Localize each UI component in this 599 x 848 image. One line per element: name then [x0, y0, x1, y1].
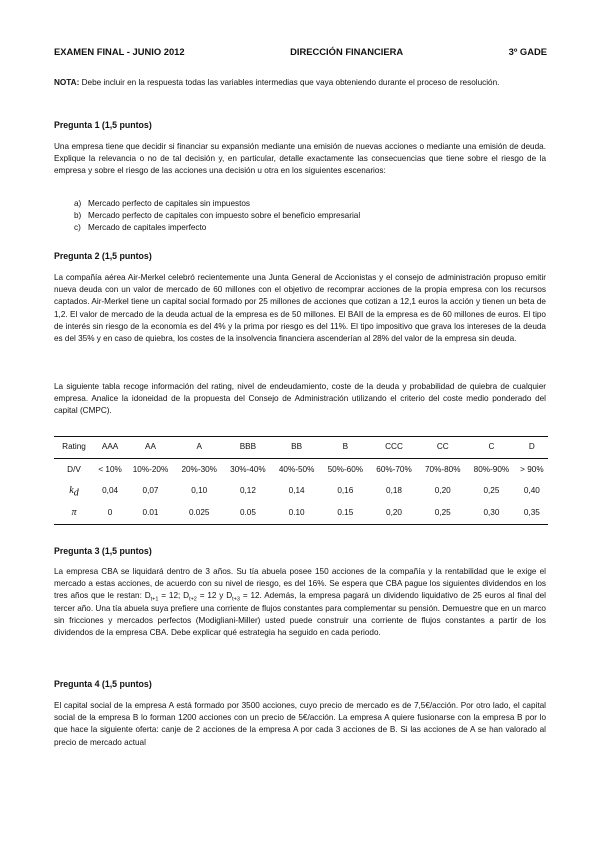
question-2-paragraph-2: La siguiente tabla recoge información del rating, nivel de endeudamiento, coste de la deuda y probabilidad de quiebra de cualquier empresa. Analice la idoneidad de la propuesta del Consejo de Administración utilizando el criterio del coste medio ponderado del capital (CMPC). [54, 382, 546, 416]
option-text: Mercado perfecto de capitales sin impuestos [88, 199, 251, 208]
dv-cell: 70%-80% [424, 464, 461, 474]
header-course-title: DIRECCIÓN FINANCIERA [290, 46, 404, 57]
rating-cell: B [321, 437, 370, 459]
option-item [71, 198, 541, 210]
kd-cell: 0,07 [142, 486, 159, 496]
dv-cell: 50%-60% [327, 464, 364, 474]
note-text: Debe incluir en la respuesta todas las variables intermedias que vaya obteniendo durante el proceso de resolución. [79, 78, 500, 87]
kd-cell: 0,14 [288, 486, 305, 496]
header-exam-title: EXAMEN FINAL - JUNIO 2012 [54, 46, 185, 57]
rating-table [54, 436, 548, 525]
option-item [71, 222, 541, 234]
kd-cell: 0,40 [523, 486, 540, 496]
pi-row [54, 503, 548, 525]
kd-cell: 0,25 [483, 486, 500, 496]
page-header [54, 46, 547, 58]
kd-cell: 0,10 [191, 486, 208, 496]
header-grade: 3º GADE [508, 46, 547, 57]
option-text: Mercado perfecto de capitales con impuesto sobre el beneficio empresarial [88, 211, 361, 221]
kd-row [54, 481, 548, 503]
pi-cell: 0.025 [175, 503, 224, 525]
rating-cell: D [516, 437, 548, 459]
option-text: Mercado de capitales imperfecto [88, 223, 207, 233]
pi-cell: 0.05 [224, 503, 273, 525]
rating-cell: AA [126, 437, 175, 459]
pi-cell: 0,35 [516, 503, 548, 525]
pi-cell: 0.01 [126, 503, 175, 525]
option-letter: a) [74, 199, 82, 208]
question-3-title: Pregunta 3 (1,5 puntos) [54, 546, 152, 556]
rating-cell: BBB [224, 437, 273, 459]
kd-label: $k_d$ [69, 485, 79, 500]
rating-cell: AAA [94, 437, 126, 459]
question-2-title: Pregunta 2 (1,5 puntos) [54, 251, 152, 261]
rating-cell: C [467, 437, 516, 459]
kd-cell: 0,16 [337, 486, 354, 496]
rating-cell: BB [272, 437, 321, 459]
pi-cell: 0 [94, 503, 126, 525]
question-4-title: Pregunta 4 (1,5 puntos) [54, 679, 152, 689]
option-item [71, 210, 541, 222]
dv-cell: 30%-40% [230, 464, 266, 474]
pi-cell: 0.10 [272, 503, 321, 525]
kd-cell: 0,12 [239, 486, 256, 496]
question-1-title: Pregunta 1 (1,5 puntos) [54, 120, 152, 130]
note-label: NOTA: [54, 78, 80, 87]
dv-cell: 80%-90% [473, 464, 510, 474]
rating-cell: A [175, 437, 224, 459]
dv-row [54, 459, 548, 481]
pi-cell: 0,30 [467, 503, 516, 525]
dv-label: D/V [67, 464, 81, 474]
note-paragraph [54, 77, 546, 89]
kd-cell: 0,18 [386, 486, 402, 496]
pi-cell: 0,20 [370, 503, 419, 525]
dv-cell: 10%-20% [132, 464, 169, 474]
question-2-paragraph-1: La compañía aérea Air-Merkel celebró recientemente una Junta General de Accionistas y el consejo de administración propuso emitir nueva deuda con un valor de mercado de 60 millones con el objetivo de recomprar acciones de la propia empresa con los recursos captados. Air-Merkel tiene un capital social formado por 25 millones de acciones que cotizan a 12,1 euros la acción y tienen un beta de 1,2. El valor de mercado de la deuda actual de la empresa es de 50 millones. El BAII de la empresa es de 60 millones de euros. El tipo de interés sin riesgo de la economía es del 4% y la prima por riesgo es del 11%. El tipo impositivo que grava los intereses de la deuda es del 35% y en caso de quiebra, los costes de la insolvencia financiera ascenderían al 28% del valor de la empresa sin deuda. [54, 273, 546, 344]
question-4-text: El capital social de la empresa A está formado por 3500 acciones, cuyo precio de mercado es de 7,5€/acción. Por otro lado, el capital social de la empresa B lo forman 1200 acciones con un precio de 5€/acción. La empresa A quiere fusionarse con la empresa B por lo que hace la siguiente oferta: canje de 2 acciones de la empresa A por cada 3 acciones de B. Si las acciones de A se han valorado al precio de mercado actual [54, 701, 546, 747]
kd-cell: 0,04 [102, 486, 119, 496]
pi-cell: 0,25 [418, 503, 467, 525]
dv-cell: > 90% [520, 464, 544, 474]
dv-cell: 60%-70% [376, 464, 412, 474]
dv-cell: < 10% [98, 464, 122, 474]
rating-label: Rating [54, 437, 94, 459]
option-letter: b) [74, 211, 82, 221]
rating-row [54, 437, 548, 459]
rating-cell: CC [418, 437, 467, 459]
dv-cell: 20%-30% [181, 464, 217, 474]
option-letter: c) [74, 223, 81, 233]
question-3-text: La empresa CBA se liquidará dentro de 3 años. Su tía abuela posee 150 acciones de la compañía y la rentabilidad que le exige el mercado a estas acciones, de acuerdo con su nivel de riesgo, es del 16%. Se espera que CBA pague los siguientes dividendos en los tres años que le restan: $D_{t+1} = 12$; $D_{t+2} = 12$ y $D_{t+3} = 12$. Además, la empresa pagará un dividendo liquidativo de 25 euros al final del tercer año. Una tía abuela suya prefiere una corriente de flujos constantes para complementar su pensión. Demuestre que en un marco sin fricciones y mercados perfectos (Modigliani-Miller) usted puede construir una corriente de flujos constantes a partir de los dividendos de la empresa CBA. Debe explicar qué estrategia ha seguido en cada periodo. [54, 567, 546, 638]
rating-cell: CCC [370, 437, 419, 459]
kd-cell: 0,20 [434, 486, 451, 496]
dv-cell: 40%-50% [278, 464, 315, 474]
question-1-text: Una empresa tiene que decidir si financiar su expansión mediante una emisión de nuevas acciones o mediante una emisión de deuda. Explique la relevancia o no de tal decisión y, en particular, detalle exactamente las consecuencias que tiene sobre el riesgo de la empresa y sobre el riesgo de las acciones una decisión u otra en los siguientes escenarios: [54, 142, 546, 176]
question-1-options [71, 198, 541, 235]
pi-label: π [54, 503, 94, 525]
pi-cell: 0.15 [321, 503, 370, 525]
